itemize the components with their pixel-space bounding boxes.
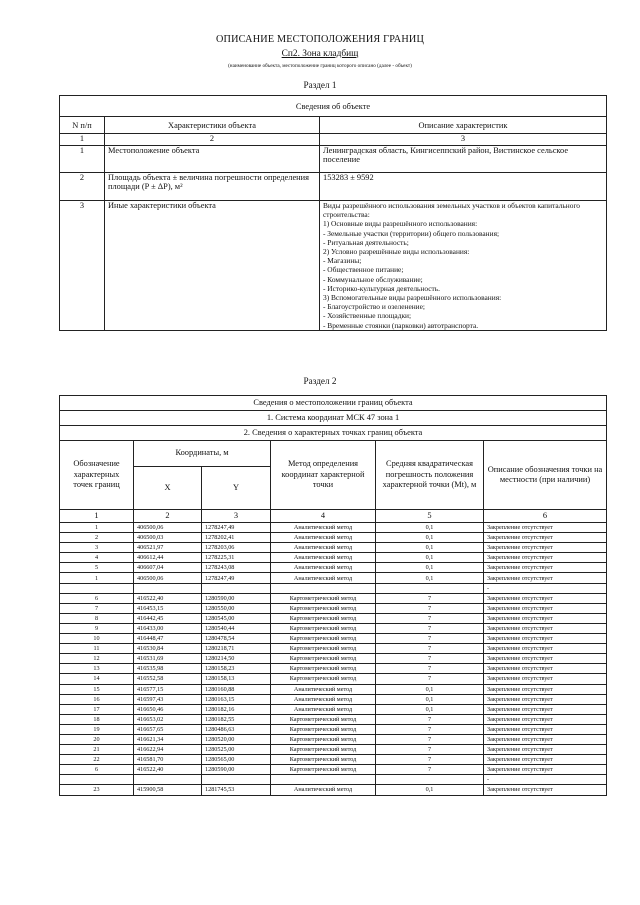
point-description: Закрепление отсутствует xyxy=(484,613,607,623)
coordinate-system: 1. Система координат МСК 47 зона 1 xyxy=(60,411,607,426)
row-num: 1 xyxy=(60,146,105,173)
method: Аналитический метод xyxy=(271,785,376,795)
coord-x: 406500,06 xyxy=(134,573,202,583)
table-row xyxy=(60,775,607,785)
header-point: Обозначение характерных точек границ xyxy=(60,441,134,510)
method: Аналитический метод xyxy=(271,694,376,704)
accuracy xyxy=(376,583,484,593)
coord-y: 1280218,71 xyxy=(202,644,271,654)
row-name: Площадь объекта ± величина погрешности определения площади (P ± ΔP), м² xyxy=(105,173,320,201)
accuracy: 0,1 xyxy=(376,704,484,714)
table-row xyxy=(60,654,607,664)
coord-x xyxy=(134,775,202,785)
col-num: 1 xyxy=(60,510,134,523)
table-row xyxy=(60,593,607,603)
coord-y: 1280163,15 xyxy=(202,694,271,704)
point-id: 2 xyxy=(60,533,134,543)
point-description: Закрепление отсутствует xyxy=(484,694,607,704)
point-id: 21 xyxy=(60,745,134,755)
table1-caption: Сведения об объекте xyxy=(60,96,607,117)
point-id: 9 xyxy=(60,623,134,633)
point-description: Закрепление отсутствует xyxy=(484,684,607,694)
row-name: Иные характеристики объекта xyxy=(105,201,320,331)
col-num: 5 xyxy=(376,510,484,523)
point-description: Закрепление отсутствует xyxy=(484,664,607,674)
desc-line: - Благоустройство и озеленение; xyxy=(323,302,425,312)
coord-x: 416531,69 xyxy=(134,654,202,664)
coord-y: 1280158,13 xyxy=(202,674,271,684)
coord-x: 416621,34 xyxy=(134,734,202,744)
coord-y: 1278247,49 xyxy=(202,573,271,583)
header-x: X xyxy=(134,467,202,510)
table-row xyxy=(60,734,607,744)
point-id: 14 xyxy=(60,674,134,684)
coord-x: 416535,98 xyxy=(134,664,202,674)
point-description: Закрепление отсутствует xyxy=(484,634,607,644)
table-row xyxy=(60,623,607,633)
col-num: 6 xyxy=(484,510,607,523)
method: Картометрический метод xyxy=(271,755,376,765)
method: Аналитический метод xyxy=(271,573,376,583)
accuracy: 7 xyxy=(376,714,484,724)
coord-x: 416650,46 xyxy=(134,704,202,714)
coord-x: 406607,04 xyxy=(134,563,202,573)
table-row xyxy=(60,785,607,795)
coord-y: 1278243,08 xyxy=(202,563,271,573)
object-info-table xyxy=(59,95,607,331)
table-row xyxy=(60,613,607,623)
table1-col-num-1: 1 xyxy=(60,134,105,146)
accuracy: 7 xyxy=(376,674,484,684)
coord-x: 416581,70 xyxy=(134,755,202,765)
accuracy: 0,1 xyxy=(376,543,484,553)
point-description: Закрепление отсутствует xyxy=(484,593,607,603)
desc-line: - Историко-культурная деятельность. xyxy=(323,283,440,293)
header-desc: Описание обозначения точки на местности (при наличии) xyxy=(484,441,607,510)
point-id: 19 xyxy=(60,724,134,734)
coord-x: 416577,15 xyxy=(134,684,202,694)
point-description: Закрепление отсутствует xyxy=(484,533,607,543)
desc-line: 2) Условно разрешённые виды использования: xyxy=(323,247,470,257)
table-row xyxy=(60,173,607,201)
point-description: Закрепление отсутствует xyxy=(484,704,607,714)
zone-name: Сп2. Зона кладбищ xyxy=(281,49,359,59)
accuracy: 0,1 xyxy=(376,553,484,563)
method: Картометрический метод xyxy=(271,745,376,755)
coord-x: 416622,94 xyxy=(134,745,202,755)
coord-x xyxy=(134,583,202,593)
table-row xyxy=(60,603,607,613)
point-id: 1 xyxy=(60,573,134,583)
point-description: Закрепление отсутствует xyxy=(484,755,607,765)
coord-x: 416522,40 xyxy=(134,765,202,775)
point-id: 20 xyxy=(60,734,134,744)
header-accuracy: Средняя квадратическая погрешность положения характерной точки (Mt), м xyxy=(376,441,484,510)
coord-x: 416453,15 xyxy=(134,603,202,613)
table-row xyxy=(60,523,607,533)
coord-x: 416552,58 xyxy=(134,674,202,684)
accuracy: 0,1 xyxy=(376,684,484,694)
point-id: 13 xyxy=(60,664,134,674)
point-description: Закрепление отсутствует xyxy=(484,644,607,654)
coord-y: 1278225,31 xyxy=(202,553,271,563)
point-description: Закрепление отсутствует xyxy=(484,523,607,533)
table-row xyxy=(60,533,607,543)
coord-y: 1280182,16 xyxy=(202,704,271,714)
points-caption: 2. Сведения о характерных точках границ объекта xyxy=(60,426,607,441)
method: Картометрический метод xyxy=(271,593,376,603)
table1-col-num-3: 3 xyxy=(320,134,607,146)
method: Аналитический метод xyxy=(271,523,376,533)
point-description: Закрепление отсутствует xyxy=(484,765,607,775)
coord-y: 1278203,06 xyxy=(202,543,271,553)
coord-x: 406500,03 xyxy=(134,533,202,543)
table2-caption: Сведения о местоположении границ объекта xyxy=(60,396,607,411)
method: Аналитический метод xyxy=(271,533,376,543)
point-description: Закрепление отсутствует xyxy=(484,603,607,613)
point-description: Закрепление отсутствует xyxy=(484,714,607,724)
point-id: 18 xyxy=(60,714,134,724)
point-id: 16 xyxy=(60,694,134,704)
method: Картометрический метод xyxy=(271,623,376,633)
desc-line: - Земельные участки (территории) общего пользования; xyxy=(323,228,500,238)
points-rows xyxy=(60,523,607,796)
point-description: - xyxy=(484,775,607,785)
method: Картометрический метод xyxy=(271,644,376,654)
method: Аналитический метод xyxy=(271,543,376,553)
point-id: 15 xyxy=(60,684,134,694)
accuracy: 7 xyxy=(376,755,484,765)
method: Аналитический метод xyxy=(271,684,376,694)
coord-y: 1280550,00 xyxy=(202,603,271,613)
row-desc: Ленинградская область, Кингисеппский район, Вистинское сельское поселение xyxy=(320,146,607,173)
coord-x: 406500,06 xyxy=(134,523,202,533)
accuracy: 7 xyxy=(376,634,484,644)
coord-y: 1280158,23 xyxy=(202,664,271,674)
accuracy: 7 xyxy=(376,593,484,603)
col-num: 4 xyxy=(271,510,376,523)
accuracy: 7 xyxy=(376,765,484,775)
table-row xyxy=(60,201,607,331)
table-row xyxy=(60,146,607,173)
method: Картометрический метод xyxy=(271,603,376,613)
col-num: 3 xyxy=(202,510,271,523)
coord-y: 1280590,00 xyxy=(202,765,271,775)
point-description: Закрепление отсутствует xyxy=(484,553,607,563)
method: Картометрический метод xyxy=(271,674,376,684)
accuracy: 7 xyxy=(376,644,484,654)
coord-y: 1280486,63 xyxy=(202,724,271,734)
coord-y: 1280160,88 xyxy=(202,684,271,694)
method: Картометрический метод xyxy=(271,613,376,623)
accuracy xyxy=(376,775,484,785)
table-row xyxy=(60,583,607,593)
coord-y: 1281745,53 xyxy=(202,785,271,795)
point-id xyxy=(60,775,134,785)
coord-y: 1280590,00 xyxy=(202,593,271,603)
accuracy: 0,1 xyxy=(376,563,484,573)
accuracy: 7 xyxy=(376,734,484,744)
coord-y: 1280565,00 xyxy=(202,755,271,765)
header-y: Y xyxy=(202,467,271,510)
point-id: 23 xyxy=(60,785,134,795)
table-row xyxy=(60,704,607,714)
coord-y: 1280182,55 xyxy=(202,714,271,724)
coord-x: 416448,47 xyxy=(134,634,202,644)
point-id: 10 xyxy=(60,634,134,644)
coord-y: 1278202,41 xyxy=(202,533,271,543)
desc-line: 3) Вспомогательные виды разрешённого использования: xyxy=(323,293,502,303)
coord-y xyxy=(202,583,271,593)
accuracy: 0,1 xyxy=(376,523,484,533)
table-row xyxy=(60,714,607,724)
method: Картометрический метод xyxy=(271,654,376,664)
desc-line: 1) Основные виды разрешённого использования: xyxy=(323,219,478,229)
coord-y: 1280214,50 xyxy=(202,654,271,664)
point-id: 6 xyxy=(60,593,134,603)
point-id: 22 xyxy=(60,755,134,765)
coord-y: 1278247,49 xyxy=(202,523,271,533)
table-row xyxy=(60,755,607,765)
coord-x: 416657,65 xyxy=(134,724,202,734)
coord-y: 1280540,44 xyxy=(202,623,271,633)
page-title: ОПИСАНИЕ МЕСТОПОЛОЖЕНИЯ ГРАНИЦ xyxy=(215,34,425,45)
point-description: Закрепление отсутствует xyxy=(484,724,607,734)
table-row xyxy=(60,573,607,583)
method: Аналитический метод xyxy=(271,563,376,573)
desc-line: - Ритуальная деятельность; xyxy=(323,237,409,247)
coord-x: 416653,02 xyxy=(134,714,202,724)
col-num: 2 xyxy=(134,510,202,523)
point-id xyxy=(60,583,134,593)
accuracy: 7 xyxy=(376,623,484,633)
table-row xyxy=(60,644,607,654)
object-note: (наименование объекта, местоположение границ которого описано (далее - объект) xyxy=(228,63,412,69)
coord-y: 1280478,54 xyxy=(202,634,271,644)
table1-header-name: Характеристики объекта xyxy=(105,117,320,134)
coord-x: 416433,00 xyxy=(134,623,202,633)
method: Аналитический метод xyxy=(271,704,376,714)
coord-x: 406521,97 xyxy=(134,543,202,553)
accuracy: 0,1 xyxy=(376,573,484,583)
method: Картометрический метод xyxy=(271,724,376,734)
coord-y: 1280545,00 xyxy=(202,613,271,623)
point-description: - xyxy=(484,583,607,593)
header-coords: Координаты, м xyxy=(134,441,271,467)
desc-line: - Общественное питание; xyxy=(323,265,404,275)
accuracy: 0,1 xyxy=(376,785,484,795)
desc-line: - Магазины; xyxy=(323,256,362,266)
method: Картометрический метод xyxy=(271,664,376,674)
table-row xyxy=(60,765,607,775)
point-id: 17 xyxy=(60,704,134,714)
accuracy: 7 xyxy=(376,603,484,613)
point-id: 7 xyxy=(60,603,134,613)
coord-x: 416442,45 xyxy=(134,613,202,623)
accuracy: 7 xyxy=(376,613,484,623)
desc-line: Виды разрешённого использования земельных участков и объектов капитального строительства: xyxy=(323,201,580,220)
table-row xyxy=(60,674,607,684)
method: Картометрический метод xyxy=(271,714,376,724)
point-description: Закрепление отсутствует xyxy=(484,674,607,684)
table-row xyxy=(60,553,607,563)
coord-y: 1280525,00 xyxy=(202,745,271,755)
accuracy: 0,1 xyxy=(376,533,484,543)
row-desc: 153283 ± 9592 xyxy=(320,173,607,201)
coord-x: 416530,84 xyxy=(134,644,202,654)
point-description: Закрепление отсутствует xyxy=(484,734,607,744)
coord-y: 1280520,00 xyxy=(202,734,271,744)
table-row xyxy=(60,684,607,694)
header-method: Метод определения координат характерной точки xyxy=(271,441,376,510)
method xyxy=(271,583,376,593)
table-row xyxy=(60,724,607,734)
table1-header-desc: Описание характеристик xyxy=(320,117,607,134)
table-row xyxy=(60,634,607,644)
point-description: Закрепление отсутствует xyxy=(484,745,607,755)
table-row xyxy=(60,745,607,755)
row-num: 2 xyxy=(60,173,105,201)
method: Картометрический метод xyxy=(271,634,376,644)
accuracy: 7 xyxy=(376,745,484,755)
section-1-heading: Раздел 1 xyxy=(303,80,337,90)
table-row xyxy=(60,543,607,553)
accuracy: 0,1 xyxy=(376,694,484,704)
method xyxy=(271,775,376,785)
point-description: Закрепление отсутствует xyxy=(484,573,607,583)
table1-header-num: N п/п xyxy=(60,117,105,134)
table-row xyxy=(60,563,607,573)
coord-x: 416522,40 xyxy=(134,593,202,603)
row-name: Местоположение объекта xyxy=(105,146,320,173)
table-row xyxy=(60,694,607,704)
point-id: 12 xyxy=(60,654,134,664)
coord-x: 416597,43 xyxy=(134,694,202,704)
accuracy: 7 xyxy=(376,664,484,674)
point-id: 5 xyxy=(60,563,134,573)
point-description: Закрепление отсутствует xyxy=(484,623,607,633)
point-description: Закрепление отсутствует xyxy=(484,563,607,573)
coord-y xyxy=(202,775,271,785)
desc-line: - Коммунальное обслуживание; xyxy=(323,274,423,284)
accuracy: 7 xyxy=(376,654,484,664)
method: Аналитический метод xyxy=(271,553,376,563)
row-num: 3 xyxy=(60,201,105,331)
point-id: 11 xyxy=(60,644,134,654)
table1-col-num-2: 2 xyxy=(105,134,320,146)
row-desc xyxy=(320,201,607,331)
point-description: Закрепление отсутствует xyxy=(484,785,607,795)
point-id: 8 xyxy=(60,613,134,623)
point-id: 1 xyxy=(60,523,134,533)
method: Картометрический метод xyxy=(271,765,376,775)
point-description: Закрепление отсутствует xyxy=(484,654,607,664)
desc-line: - Временные стоянки (парковки) автотранспорта. xyxy=(323,320,479,330)
point-description: Закрепление отсутствует xyxy=(484,543,607,553)
table-row xyxy=(60,664,607,674)
section-2-heading: Раздел 2 xyxy=(303,376,337,386)
coord-x: 415900,58 xyxy=(134,785,202,795)
point-id: 3 xyxy=(60,543,134,553)
accuracy: 7 xyxy=(376,724,484,734)
point-id: 4 xyxy=(60,553,134,563)
point-id: 6 xyxy=(60,765,134,775)
desc-line: - Хозяйственные площадки; xyxy=(323,311,412,321)
boundary-points-table xyxy=(59,395,607,796)
method: Картометрический метод xyxy=(271,734,376,744)
coord-x: 406612,44 xyxy=(134,553,202,563)
